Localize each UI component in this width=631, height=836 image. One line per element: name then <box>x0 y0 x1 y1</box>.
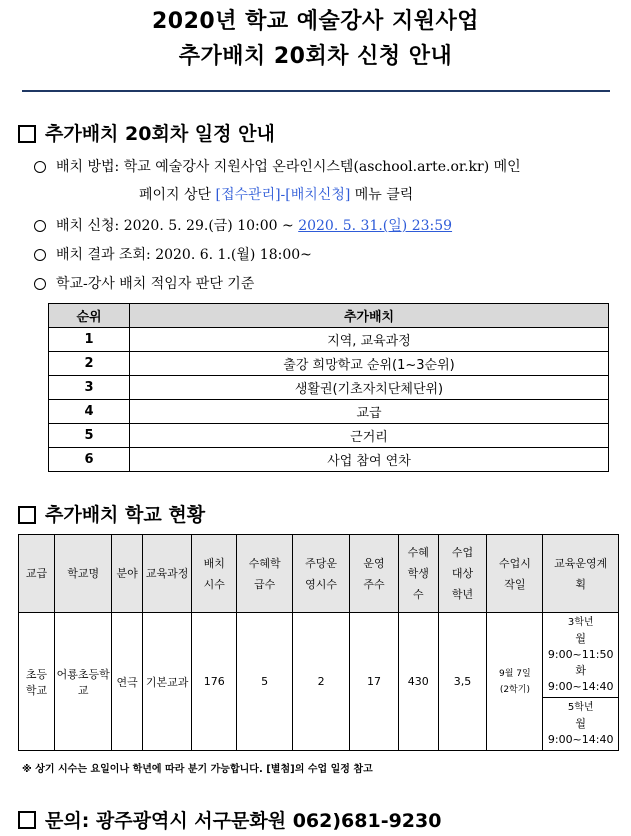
col-school: 학교명 <box>55 535 112 613</box>
rank-cell: 6 <box>49 448 130 472</box>
plan-tue-time: 9:00~14:40 <box>547 680 614 693</box>
plan-mon: 월 <box>575 632 586 645</box>
method-text: 배치 방법: 학교 예술강사 지원사업 온라인시스템(aschool.arte.or.kr) 메인 <box>56 159 521 175</box>
circle-bullet-icon <box>34 220 46 232</box>
level-cell: 초등학교 <box>19 613 55 751</box>
col-classes: 수혜학급수 <box>237 535 293 613</box>
criterion-cell: 출강 희망학교 순위(1~3순위) <box>130 352 609 376</box>
criterion-cell: 사업 참여 연차 <box>130 448 609 472</box>
col-hours: 배치시수 <box>192 535 237 613</box>
rank-cell: 4 <box>49 400 130 424</box>
title-divider <box>22 90 610 92</box>
criteria-bullet <box>34 273 619 295</box>
rank-header: 순위 <box>49 304 130 328</box>
method-cont-pre: 페이지 상단 <box>139 187 216 203</box>
table-row <box>49 448 609 472</box>
criteria-text: 학교-강사 배치 적임자 판단 기준 <box>56 276 255 292</box>
col-weekly-hours: 주당운영시수 <box>293 535 350 613</box>
col-plan: 교육운영계획 <box>543 535 619 613</box>
col-start-date: 수업시작일 <box>487 535 543 613</box>
schedule-heading-text: 추가배치 20회차 일정 안내 <box>45 123 275 145</box>
plan-mon2-time: 9:00~14:40 <box>547 733 614 746</box>
plan-grade3-block <box>543 613 618 697</box>
school-cell: 어룡초등학교 <box>55 613 112 751</box>
criterion-cell: 생활권(기초자치단체단위) <box>130 376 609 400</box>
col-field: 분야 <box>112 535 143 613</box>
result-bullet <box>34 244 619 266</box>
start-date-cell <box>487 613 543 751</box>
table-row <box>49 400 609 424</box>
priority-header-row <box>49 304 609 328</box>
apply-bullet <box>34 215 619 237</box>
col-curriculum: 교육과정 <box>142 535 191 613</box>
school-table <box>18 534 619 751</box>
school-section-heading <box>18 503 205 527</box>
classes-cell: 5 <box>237 613 293 751</box>
students-cell: 430 <box>398 613 438 751</box>
page-title-line1: 2020년 학교 예술강사 지원사업 <box>152 9 479 34</box>
hours-cell: 176 <box>192 613 237 751</box>
table-row <box>19 613 619 751</box>
start-term: (2학기) <box>499 684 530 695</box>
table-row <box>49 352 609 376</box>
curriculum-cell: 기본교과 <box>142 613 191 751</box>
plan-mon2: 월 <box>575 717 586 730</box>
school-heading-text: 추가배치 학교 현황 <box>45 504 206 526</box>
priority-table <box>48 303 609 472</box>
table-row <box>49 424 609 448</box>
col-weeks: 운영주수 <box>350 535 399 613</box>
criterion-cell: 교급 <box>130 400 609 424</box>
schedule-section-heading <box>18 122 275 146</box>
circle-bullet-icon <box>34 161 46 173</box>
rank-cell: 5 <box>49 424 130 448</box>
rank-cell: 2 <box>49 352 130 376</box>
field-cell: 연극 <box>112 613 143 751</box>
plan-mon-time: 9:00~11:50 <box>547 648 614 661</box>
criterion-cell: 근거리 <box>130 424 609 448</box>
method-cont-post: 메뉴 클릭 <box>350 187 414 203</box>
method-bullet <box>34 156 619 178</box>
criterion-header: 추가배치 <box>130 304 609 328</box>
footnote: ※ 상기 시수는 요일이나 학년에 따라 분기 가능합니다. [별첨]의 수업 일정 참고 <box>22 764 373 775</box>
circle-bullet-icon <box>34 249 46 261</box>
menu-path: [접수관리]-[배치신청] <box>215 187 351 203</box>
criterion-cell: 지역, 교육과정 <box>130 328 609 352</box>
col-students: 수혜학생수 <box>398 535 438 613</box>
start-date: 9월 7일 <box>499 668 531 679</box>
apply-deadline: 2020. 5. 31.(일) 23:59 <box>298 218 453 234</box>
page-title-line2: 추가배치 20회차 신청 안내 <box>178 44 453 69</box>
plan-tue: 화 <box>575 664 586 677</box>
weeks-cell: 17 <box>350 613 399 751</box>
contact-line <box>18 806 441 833</box>
contact-text: 문의: 광주광역시 서구문화원 062)681-9230 <box>45 810 442 832</box>
circle-bullet-icon <box>34 278 46 290</box>
rank-cell: 1 <box>49 328 130 352</box>
result-text: 배치 결과 조회: 2020. 6. 1.(월) 18:00~ <box>56 247 312 263</box>
col-level: 교급 <box>19 535 55 613</box>
school-header-row <box>19 535 619 613</box>
weekly-hours-cell: 2 <box>293 613 350 751</box>
square-bullet-icon <box>18 125 36 143</box>
square-bullet-icon <box>18 811 36 829</box>
rank-cell: 3 <box>49 376 130 400</box>
col-grades: 수업대상학년 <box>438 535 487 613</box>
plan-cell <box>543 613 619 751</box>
square-bullet-icon <box>18 506 36 524</box>
plan-grade5: 5학년 <box>567 702 594 713</box>
table-row <box>49 376 609 400</box>
plan-grade3: 3학년 <box>567 617 594 628</box>
method-continuation <box>139 184 413 206</box>
plan-grade5-block <box>543 697 618 750</box>
grades-cell: 3,5 <box>438 613 487 751</box>
apply-text: 배치 신청: 2020. 5. 29.(금) 10:00 ~ <box>56 218 299 234</box>
table-row <box>49 328 609 352</box>
